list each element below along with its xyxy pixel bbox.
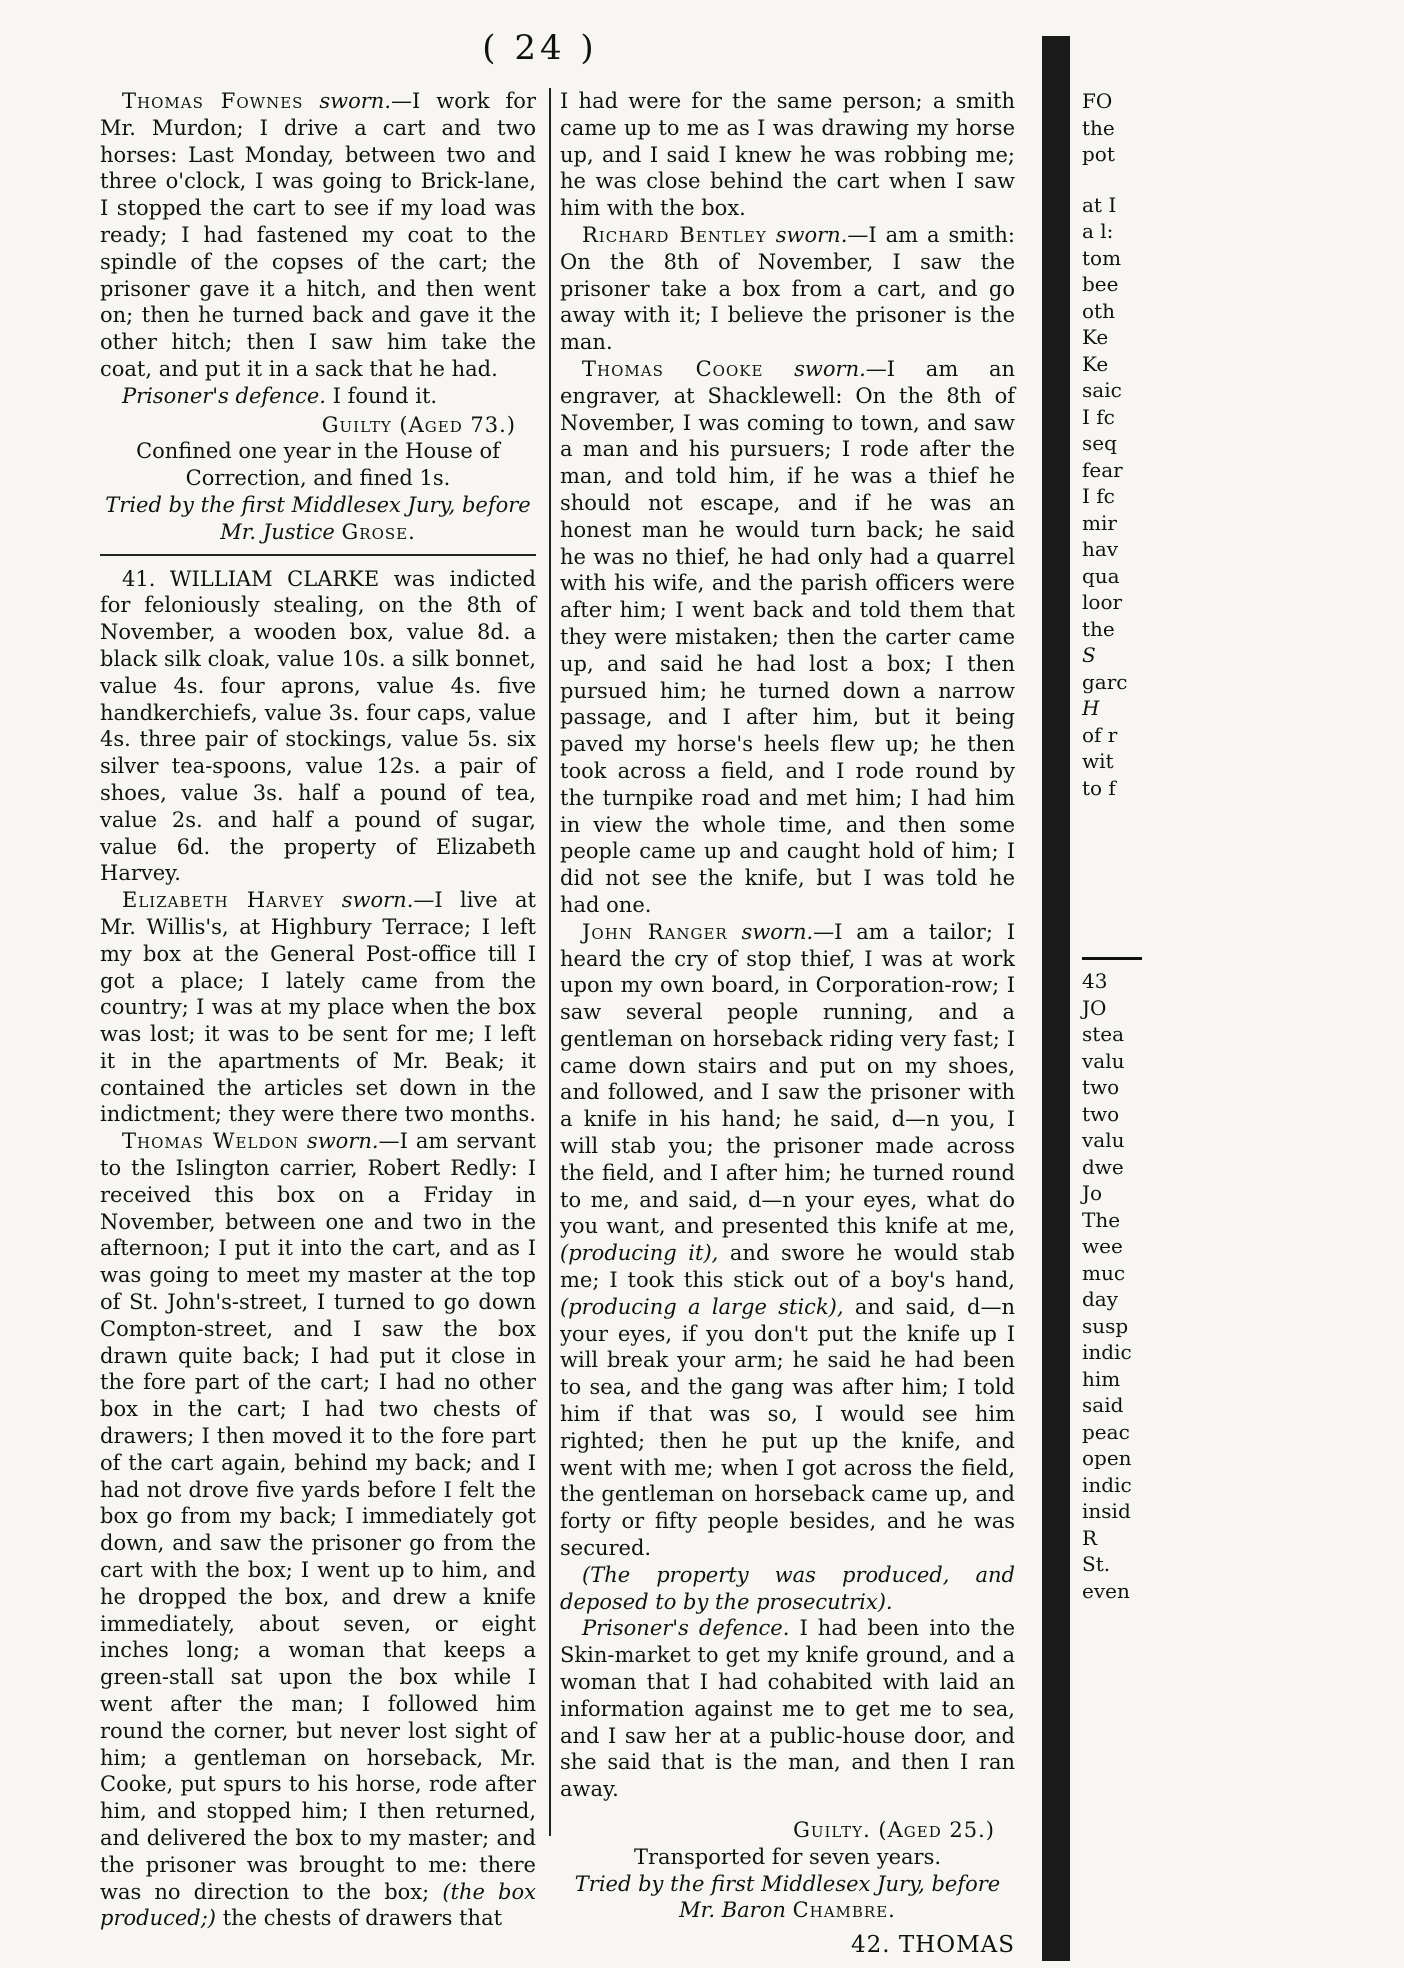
fragment-line: R xyxy=(1082,1525,1098,1550)
clarke-verdict: Guilty. (Aged 25.) xyxy=(793,1818,995,1842)
fragment-line: him xyxy=(1082,1366,1121,1391)
fragment-line: Jo xyxy=(1082,1181,1103,1205)
fownes-verdict: Guilty (Aged 73.) xyxy=(321,412,516,437)
fragment-line: S xyxy=(1082,643,1096,667)
testimony-text: and swore he would stab me; I took this stick out of a boy's hand, xyxy=(560,1241,1015,1293)
clarke-tried-line: Tried by the first Middlesex Jury, before xyxy=(574,1871,1001,1896)
left-column xyxy=(100,88,536,1932)
fragment-spacer xyxy=(1082,801,1122,951)
fragment-line: indic xyxy=(1082,1472,1132,1497)
judge-name: Grose. xyxy=(341,519,416,544)
sworn-label: sworn. xyxy=(306,1129,379,1154)
fownes-testimony xyxy=(100,88,536,383)
witness-name: Elizabeth Harvey xyxy=(122,888,325,913)
testimony-tail: the chests of drawers that xyxy=(222,1906,503,1931)
clarke-defence xyxy=(560,1615,1015,1803)
fragment-line: stea xyxy=(1082,1022,1125,1046)
defence-label: Prisoner's defence. xyxy=(582,1616,790,1641)
clarke-sentence: Transported for seven years. xyxy=(633,1844,942,1869)
fragment-line: two xyxy=(1082,1101,1120,1126)
sworn-label: sworn. xyxy=(319,89,391,113)
fragment-line: the xyxy=(1082,115,1115,140)
weldon-continuation: I had were for the same person; a smith came up to me as I was drawing my horse up, and I said I knew he was robbing me; he was close behind the cart when I saw him with the box. xyxy=(560,89,1015,221)
fragment-line: qua xyxy=(1082,563,1120,588)
fragment-line: H xyxy=(1082,696,1100,720)
defence-text: I had been into the Skin-market to get my knife ground, and a woman that I had cohabited with laid an information against me to get me to sea, and I saw her at a public-house door, and she said that is the man, and then I ran away. xyxy=(560,1616,1015,1802)
clarke-indictment: 41. WILLIAM CLARKE was indicted for feloniously stealing, on the 8th of November, a wooden box, value 8d. a black silk cloak, value 10s. a silk bonnet, value 4s. four aprons, value 4s. five handkerchiefs, value 3s. four caps, value 4s. three pair of stockings, value 5s. six silver tea-spoons, value 12s. a pair of shoes, value 3s. half a pound of tea, value 2s. and half a pound of sugar, value 6d. the property of Elizabeth Harvey. xyxy=(100,566,536,886)
testimony-text: and said, d—n your eyes, if you don't put the knife up I will break your arm; he said he had been to sea, and the gang was after him; I told him if that was so, I would see him righted; then he put up the knife, and went with me; when I got across the field, the gentleman on horseback came up, and forty or fifty people besides, and he was secured. xyxy=(560,1294,1015,1561)
right-column-fragment xyxy=(1082,88,1132,1604)
witness-name: Thomas Weldon xyxy=(122,1129,299,1154)
witness-name: Thomas Fownes xyxy=(122,89,304,113)
harvey-testimony xyxy=(100,887,536,1128)
fragment-line: muc xyxy=(1082,1260,1126,1285)
fragment-line: seq xyxy=(1082,431,1117,455)
fragment-line: garc xyxy=(1082,669,1128,694)
witness-name: Thomas Cooke xyxy=(582,356,764,381)
fragment-line: insid xyxy=(1082,1499,1131,1523)
fragment-line: indic xyxy=(1082,1340,1132,1364)
column-rule xyxy=(549,88,551,1836)
page-number: ( 24 ) xyxy=(482,28,598,68)
testimony-text: —I am a tailor; I heard the cry of stop thief, I was at work upon my own board, in Corporation-row; I saw several people running, and a gentleman on horseback riding very fast; I came down stairs and put on my shoes, and followed, and I saw the prisoner with a knife in his hand; he said, d—n you, I will stab you; the prisoner made across the field, and I after him; he turned round to me, and said, d—n your eyes, what do you want, and presented this knife at me, xyxy=(560,919,1015,1239)
sworn-label: sworn. xyxy=(341,888,414,913)
court-aside: (the box produced;) xyxy=(100,1879,536,1931)
clarke-judge-line xyxy=(560,1897,1015,1924)
fragment-line: I fc xyxy=(1082,484,1115,508)
sworn-label: sworn. xyxy=(794,356,866,381)
fragment-line: two xyxy=(1082,1075,1120,1099)
fragment-line: St. xyxy=(1082,1552,1111,1576)
fragment-line: a l: xyxy=(1082,219,1114,243)
fragment-line: dwe xyxy=(1082,1154,1124,1179)
fragment-gap xyxy=(1082,168,1122,192)
fragment-line: bee xyxy=(1082,272,1119,296)
sworn-label: sworn. xyxy=(775,222,848,247)
judge-title: Mr. Justice xyxy=(220,519,335,544)
fragment-line: Ke xyxy=(1082,351,1109,376)
fragment-line: the xyxy=(1082,616,1115,641)
fragment-line: open xyxy=(1082,1446,1132,1470)
fragment-line: wit xyxy=(1082,749,1114,773)
fragment-line: even xyxy=(1082,1578,1130,1603)
middle-column xyxy=(560,88,1015,1959)
ranger-testimony xyxy=(560,919,1015,1562)
fragment-line: 43 xyxy=(1082,969,1108,993)
sworn-label: sworn. xyxy=(741,919,814,944)
fownes-defence xyxy=(100,383,536,410)
fragment-line: Ke xyxy=(1082,325,1109,349)
fownes-sentence: Confined one year in the House of Correction, and fined 1s. xyxy=(136,439,500,491)
fragment-line: tom xyxy=(1082,245,1122,270)
witness-name: John Ranger xyxy=(582,919,728,944)
fownes-tried-line: Tried by the first Middlesex Jury, before xyxy=(105,492,531,517)
fragment-line: said xyxy=(1082,1393,1124,1417)
bentley-testimony xyxy=(560,222,1015,356)
fragment-line: susp xyxy=(1082,1313,1129,1338)
right-lower-fragments xyxy=(1082,968,1132,1604)
judge-title: Mr. Baron xyxy=(679,1898,786,1923)
testimony-text: —I am servant to the Islington carrier, Robert Redly: I received this box on a Friday in November, between one and two in the afternoon; I put it into the cart, and as I was going to meet my master at the top of St. John's-street, I turned to go down Compton-street, and I saw the box drawn quite back; I had put it close in the fore part of the cart; I had no other box in the cart; I had two chests of drawers; I then moved it to the fore part of the cart again, behind my back; and I had not drove five yards before I felt the box go from my back; I immediately got down, and saw the prisoner go from the cart with the box; I went up to him, and he dropped the box, and drew a knife immediately, about seven, or eight inches long; a woman that keeps a green-stall sat upon the box while I went after the man; I followed him round the corner, but never lost sight of him; a gentleman on horseback, Mr. Cooke, put spurs to his horse, rode after him, and stopped him; I then returned, and delivered the box to my master; and the prisoner was brought to me: there was no direction to the box; xyxy=(100,1129,536,1904)
fownes-judge-line xyxy=(100,519,536,546)
fragment-line: day xyxy=(1082,1287,1119,1311)
defence-label: Prisoner's defence. xyxy=(122,383,326,408)
fragment-line: saic xyxy=(1082,378,1122,402)
fragment-divider xyxy=(1082,957,1142,960)
testimony-text: —I live at Mr. Willis's, at Highbury Terrace; I left my box at the General Post-office till I got a place; I lately came from the country; I was at my place when the box was lost; it was to be sent for me; I left it in the apartments of Mr. Beak; it contained the articles set down in the indictment; they were there two months. xyxy=(100,888,536,1127)
witness-name: Richard Bentley xyxy=(582,222,767,247)
fragment-line: of r xyxy=(1082,722,1118,747)
fragment-line: at I xyxy=(1082,192,1117,217)
fragment-line: oth xyxy=(1082,298,1115,323)
fragment-line: loor xyxy=(1082,590,1123,614)
property-note: (The property was produced, and deposed to by the prosecutrix). xyxy=(560,1562,1015,1614)
fragment-line: fear xyxy=(1082,457,1123,482)
catchword: 42. THOMAS xyxy=(850,1932,1015,1959)
fragment-line: FO xyxy=(1082,89,1113,113)
fragment-line: peac xyxy=(1082,1419,1130,1444)
testimony-text: —I work for Mr. Murdon; I drive a cart and two horses: Last Monday, between two and three o'clock, I was going to Brick-lane, I stopped the cart to see if my load was ready; I had fastened my coat to the spindle of the copses of the cart; the prisoner gave it a hitch, and then went on; then he turned back and gave it the other hitch; then I saw him take the coat, and put it in a sack that he had. xyxy=(100,89,536,381)
right-upper-fragments xyxy=(1082,88,1128,801)
cooke-testimony xyxy=(560,356,1015,919)
fragment-line: wee xyxy=(1082,1234,1123,1258)
weldon-testimony xyxy=(100,1128,536,1932)
defence-text: I found it. xyxy=(332,383,438,408)
fragment-line: I fc xyxy=(1082,404,1115,429)
fragment-line: JO xyxy=(1082,995,1107,1020)
fragment-line: mir xyxy=(1082,510,1117,535)
fragment-line: The xyxy=(1082,1207,1121,1232)
testimony-text: —I am a smith: On the 8th of November, I saw the prisoner take a box from a cart, and go away with it; I believe the prisoner is the man. xyxy=(560,222,1015,355)
court-aside: (producing it), xyxy=(560,1241,719,1266)
testimony-text: —I am an engraver, at Shacklewell: On the 8th of November, I was coming to town, and saw a man and his pursuers; I rode after the man, and told him, if he was a thief he should not escape, and if he was an honest man he would turn back; he said he was no thief, he had only had a quarrel with his wife, and the parish officers were after him; I went back and told them that they were mistaken; then the carter came up, and said he had lost a box; I then pursued him; he turned down a narrow passage, and I after him, but it being paved my horse's heels flew up; he then took across a field, and I rode round by the turnpike road and met him; I had him in view the whole time, and then some people came up and caught hold of him; I did not see the knife, but I was told he had one. xyxy=(560,356,1015,917)
fragment-line: to f xyxy=(1082,775,1116,800)
court-aside: (producing a large stick), xyxy=(560,1294,844,1319)
fragment-line: pot xyxy=(1082,142,1115,166)
page-edge-shadow xyxy=(1042,36,1070,1961)
section-divider xyxy=(100,554,536,556)
fragment-line: valu xyxy=(1082,1128,1125,1152)
fragment-line: valu xyxy=(1082,1048,1125,1073)
fragment-line: hav xyxy=(1082,537,1119,561)
judge-name: Chambre. xyxy=(792,1898,896,1923)
